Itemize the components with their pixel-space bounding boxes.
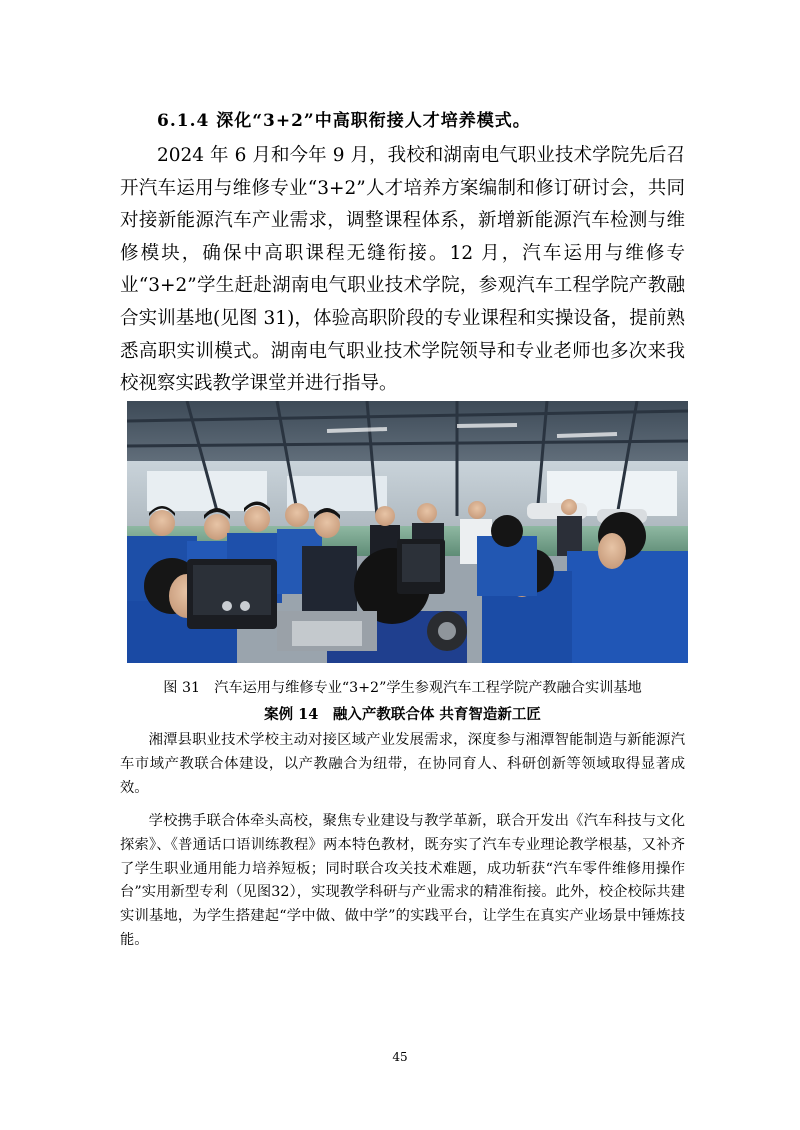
section-paragraph: 2024 年 6 月和今年 9 月，我校和湖南电气职业技术学院先后召开汽车运用与维修专业“3+2”人才培养方案编制和修订研讨会，共同对接新能源汽车产业需求，调整课程体系，新增新能源汽车检测与维修模块，确保中高职课程无缝衔接。12 月，汽车运用与维修专业“3+2”学生赶赴湖南电气职业技术学院，参观汽车工程学院产教融合实训基地(见图 31)，体验高职阶段的专业课程和实操设备，提前熟悉高职实训模式。湖南电气职业技术学院领导和专业老师也多次来我校视察实践教学课堂并进行指导。 (120, 145, 685, 395)
case-title: 案例 14 融入产教联合体 共育智造新工匠 (264, 706, 541, 723)
figure-caption: 图 31 汽车运用与维修专业“3+2”学生参观汽车工程学院产教融合实训基地 (163, 680, 642, 696)
case-paragraph: 湘潭县职业技术学校主动对接区域产业发展需求，深度参与湘潭智能制造与新能源汽车市域产教联合体建设，以产教融合为纽带，在协同育人、科研创新等领域取得显著成效。 (120, 732, 685, 796)
training-base-photo (127, 401, 688, 663)
page-number: 45 (392, 1050, 408, 1064)
section-heading: 6.1.4 深化“3+2”中高职衔接人才培养模式。 (157, 111, 531, 131)
case-paragraph: 学校携手联合体牵头高校，聚焦专业建设与教学革新，联合开发出《汽车科技与文化探索》、《普通话口语训练教程》两本特色教材，既夯实了汽车专业理论教学根基，又补齐了学生职业通用能力培养短板；同时联合攻关技术难题，成功斩获“汽车零件维修用操作台”实用新型专利（见图32），实现教学科研与产业需求的精准衔接。此外，校企校际共建实训基地，为学生搭建起“学中做、做中学”的实践平台，让学生在真实产业场景中锤炼技能。 (120, 813, 685, 948)
